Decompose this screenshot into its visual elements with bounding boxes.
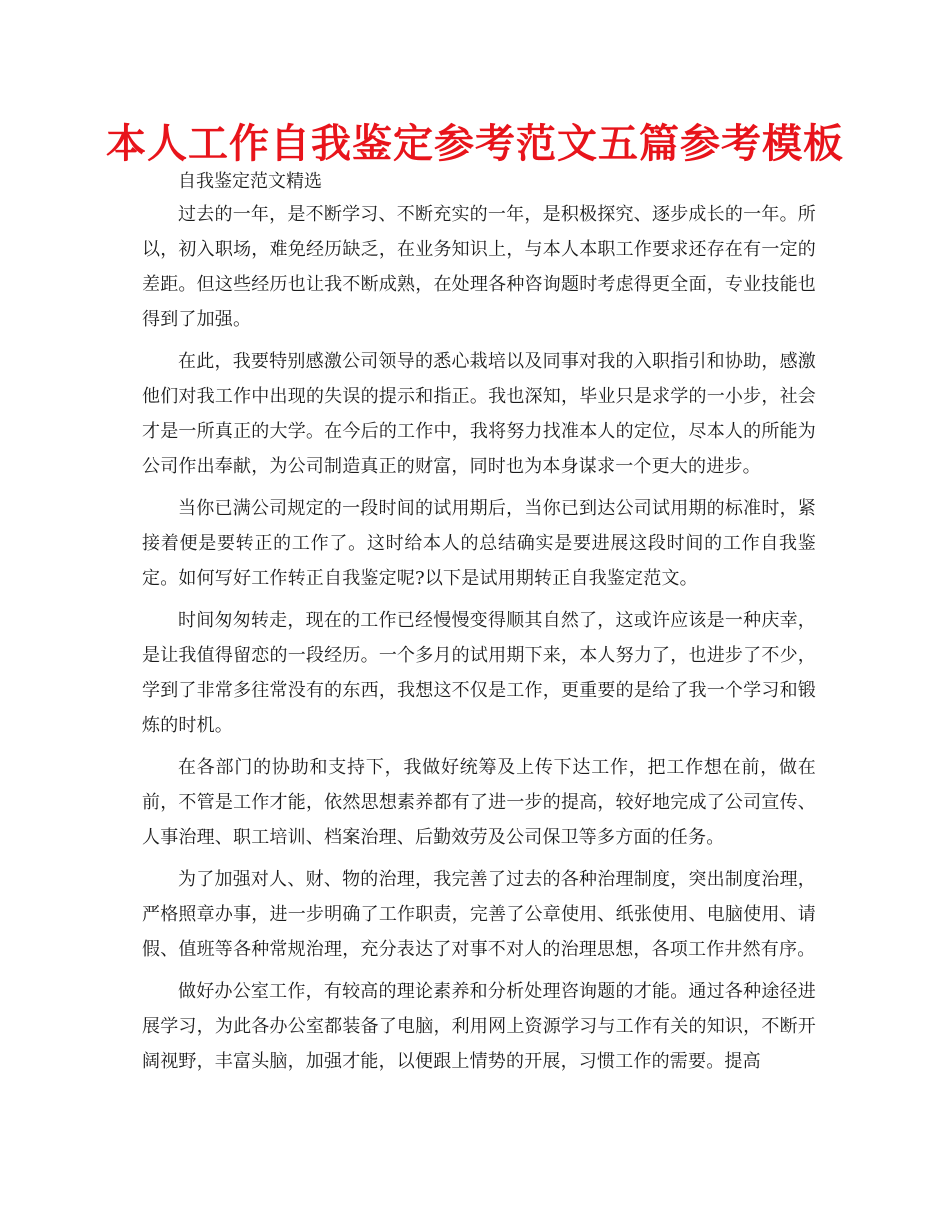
paragraph: 时间匆匆转走，现在的工作已经慢慢变得顺其自然了，这或许应该是一种庆幸，是让我值得留恋的一段经历。一个多月的试用期下来，本人努力了，也进步了不少，学到了非常多往常没有的东西，我想这不仅是工作，更重要的是给了我一个学习和锻炼的时机。	[142, 610, 816, 736]
paragraph: 做好办公室工作，有较高的理论素养和分析处理咨询题的才能。通过各种途径进展学习，为此各办公室都装备了电脑，利用网上资源学习与工作有关的知识，不断开阔视野，丰富头脑，加强才能，以便跟上情势的开展，习惯工作的需要。提高	[142, 981, 816, 1072]
document-title: 本人工作自我鉴定参考范文五篇参考模板	[106, 121, 844, 167]
paragraph: 在各部门的协助和支持下，我做好统筹及上传下达工作，把工作想在前，做在前，不管是工作才能，依然思想素养都有了进一步的提高，较好地完成了公司宣传、人事治理、职工培训、档案治理、后勤效劳及公司保卫等多方面的任务。	[142, 757, 816, 848]
paragraph: 过去的一年，是不断学习、不断充实的一年，是积极探究、逐步成长的一年。所以，初入职场，难免经历缺乏，在业务知识上，与本人本职工作要求还存在有一定的差距。但这些经历也让我不断成熟，在处理各种咨询题时考虑得更全面，专业技能也得到了加强。	[142, 204, 816, 330]
paragraph: 当你已满公司规定的一段时间的试用期后，当你已到达公司试用期的标准时，紧接着便是要转正的工作了。这时给本人的总结确实是要进展这段时间的工作自我鉴定。如何写好工作转正自我鉴定呢?以下是试用期转正自我鉴定范文。	[142, 498, 816, 589]
paragraph: 为了加强对人、财、物的治理，我完善了过去的各种治理制度，突出制度治理，严格照章办事，进一步明确了工作职责，完善了公章使用、纸张使用、电脑使用、请假、值班等各种常规治理，充分表达了对事不对人的治理思想，各项工作井然有序。	[142, 869, 816, 960]
paragraph: 在此，我要特别感激公司领导的悉心栽培以及同事对我的入职指引和协助，感激他们对我工作中出现的失误的提示和指正。我也深知，毕业只是求学的一小步，社会才是一所真正的大学。在今后的工作中，我将努力找准本人的定位，尽本人的所能为公司作出奉献，为公司制造真正的财富，同时也为本身谋求一个更大的进步。	[142, 351, 816, 477]
document-subtitle: 自我鉴定范文精选	[178, 171, 322, 192]
document-body	[142, 197, 816, 1086]
